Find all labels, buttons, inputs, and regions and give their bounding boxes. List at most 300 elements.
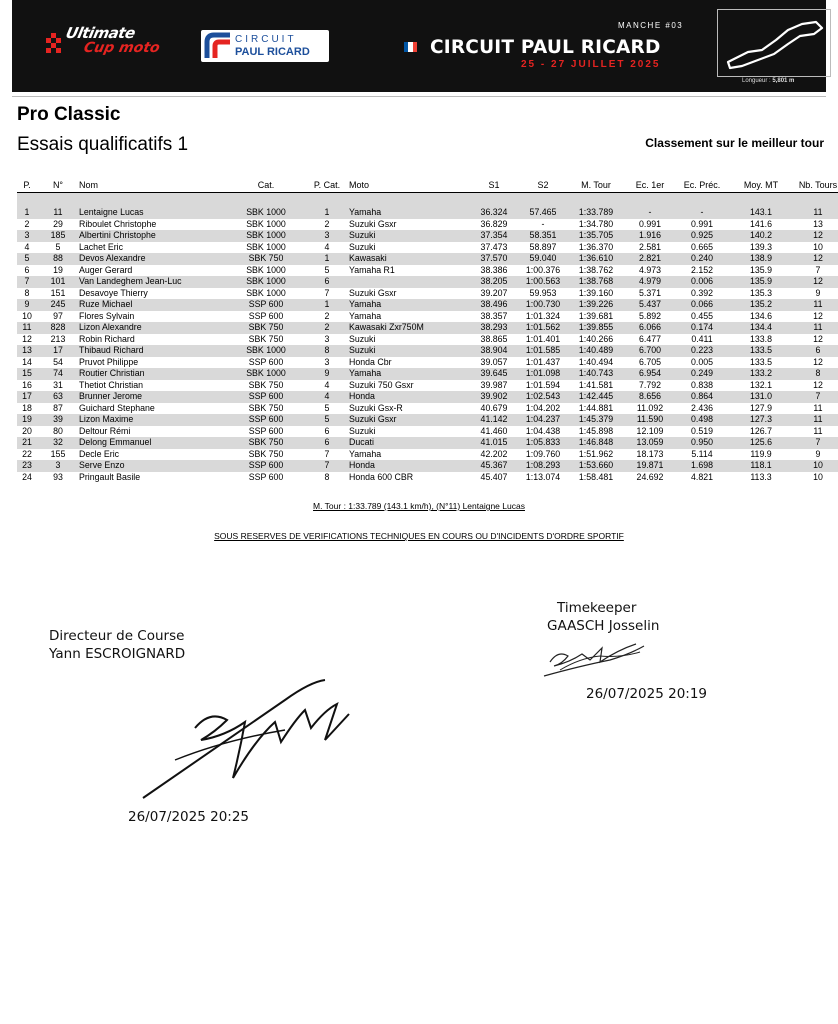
- cell-position: 12: [22, 333, 32, 344]
- cell-category-position: 4: [324, 379, 330, 390]
- cell-avg-speed: 133.8: [749, 333, 772, 344]
- track-layout-icon: [718, 10, 830, 76]
- cell-best-lap: 1:58.481: [578, 471, 614, 482]
- cell-sector2: 1:08.293: [521, 460, 565, 472]
- cell-best-lap: 1:33.789: [565, 207, 627, 219]
- cell-number: 63: [37, 391, 79, 403]
- cell-best-lap: 1:45.379: [565, 414, 627, 426]
- cell-category: SBK 1000: [246, 218, 286, 229]
- table-spacer-row: [17, 193, 838, 208]
- cell-best-lap: 1:36.370: [578, 241, 614, 252]
- cell-position: 24: [22, 471, 32, 482]
- cell-position: 14: [22, 356, 32, 367]
- cell-avg-speed: 134.6: [749, 310, 772, 321]
- cell-category-position: 2: [324, 310, 330, 321]
- cell-gap-first: 6.066: [627, 322, 673, 334]
- cell-sector2: 1:01.594: [525, 379, 561, 390]
- cell-avg-speed: 131.0: [731, 391, 791, 403]
- cell-position: 17: [17, 391, 37, 403]
- cell-position: 3: [17, 230, 37, 242]
- cell-laps: 10: [813, 471, 823, 482]
- cell-category: SSP 600: [248, 310, 284, 321]
- cell-sector1: 39.057: [480, 356, 508, 367]
- cell-category: SSP 600: [248, 356, 284, 367]
- cell-sector2: 1:01.437: [525, 356, 561, 367]
- cell-gap-previous: 0.005: [690, 356, 713, 367]
- cell-gap-previous: 0.392: [690, 287, 713, 298]
- cell-gap-first: 6.954: [627, 368, 673, 380]
- cell-rider-name: Lizon Maxime: [79, 414, 227, 426]
- cell-position: 23: [17, 460, 37, 472]
- cell-category: SBK 1000: [246, 287, 286, 298]
- cell-rider-name: Pruvot Philippe: [79, 356, 139, 367]
- cell-sector1: 36.324: [467, 207, 521, 219]
- cell-laps: 7: [791, 391, 838, 403]
- cell-avg-speed: 132.1: [749, 379, 772, 390]
- cell-gap-first: -: [627, 207, 673, 219]
- cell-number: 39: [37, 414, 79, 426]
- table-row: [17, 219, 838, 231]
- cell-gap-first: 11.092: [636, 402, 664, 413]
- cell-gap-first: 2.581: [638, 241, 661, 252]
- checkered-flag-icon: [44, 30, 68, 60]
- table-row: [17, 472, 838, 484]
- race-category: Pro Classic: [17, 104, 121, 125]
- cell-category: SBK 1000: [246, 241, 286, 252]
- cell-category: SSP 600: [227, 414, 305, 426]
- cell-laps: 7: [791, 437, 838, 449]
- cell-position: 22: [22, 448, 32, 459]
- cell-sector1: 38.357: [480, 310, 508, 321]
- cell-rider-name: Albertini Christophe: [79, 230, 227, 242]
- cell-rider-name: Ruze Michael: [79, 299, 227, 311]
- cell-category-position: 4: [305, 391, 349, 403]
- cell-category-position: 3: [324, 333, 330, 344]
- cell-laps: 12: [791, 253, 838, 265]
- cell-gap-first: 6.477: [638, 333, 661, 344]
- cell-category: SBK 1000: [227, 207, 305, 219]
- cell-motorcycle: Suzuki 750 Gsxr: [349, 379, 414, 390]
- round-label: MANCHE #03: [618, 21, 684, 30]
- cell-position: 13: [17, 345, 37, 357]
- cell-sector2: -: [541, 218, 545, 229]
- cell-sector2: 57.465: [521, 207, 565, 219]
- cell-category-position: 5: [324, 264, 330, 275]
- cell-rider-name: Deltour Rémi: [79, 425, 131, 436]
- cell-gap-first: 18.173: [636, 448, 664, 459]
- cell-position: 20: [22, 425, 32, 436]
- cell-rider-name: Lachet Eric: [79, 241, 124, 252]
- cell-number: 3: [37, 460, 79, 472]
- cell-sector1: 38.496: [467, 299, 521, 311]
- cell-laps: 12: [813, 356, 823, 367]
- column-header: M. Tour: [581, 180, 611, 190]
- cell-sector2: 59.953: [529, 287, 557, 298]
- cell-motorcycle: Suzuki: [349, 345, 467, 357]
- results-table: [17, 178, 838, 483]
- cell-sector1: 38.293: [467, 322, 521, 334]
- cell-best-lap: 1:39.226: [565, 299, 627, 311]
- cell-gap-first: 5.371: [638, 287, 661, 298]
- cell-rider-name: Serve Enzo: [79, 460, 227, 472]
- cell-category-position: 5: [305, 414, 349, 426]
- cell-best-lap: 1:39.855: [565, 322, 627, 334]
- cell-position: 11: [17, 322, 37, 334]
- cell-motorcycle: Kawasaki Zxr750M: [349, 322, 467, 334]
- cell-motorcycle: Suzuki: [349, 333, 376, 344]
- cell-motorcycle: Suzuki: [349, 241, 376, 252]
- cell-number: 5: [55, 241, 61, 252]
- cell-avg-speed: 135.9: [731, 276, 791, 288]
- results-body: [17, 193, 838, 484]
- timekeeper-name: GAASCH Josselin: [547, 618, 660, 634]
- cell-best-lap: 1:38.768: [565, 276, 627, 288]
- cell-sector1: 39.207: [480, 287, 508, 298]
- circuit-name: CIRCUIT PAUL RICARD: [430, 37, 661, 58]
- cell-motorcycle: Suzuki Gsxr: [349, 287, 397, 298]
- cell-category: SBK 750: [227, 322, 305, 334]
- cell-sector1: 38.904: [467, 345, 521, 357]
- header-banner: [12, 0, 826, 92]
- cell-gap-previous: -: [673, 207, 731, 219]
- cell-gap-first: 1.916: [627, 230, 673, 242]
- table-row: [17, 414, 838, 426]
- cell-laps: 10: [791, 460, 838, 472]
- track-length-label: Longueur :: [742, 78, 773, 84]
- cell-category: SBK 750: [248, 333, 284, 344]
- cell-sector1: 39.987: [480, 379, 508, 390]
- circuit-emblem-icon: [204, 32, 234, 60]
- column-header: Nb. Tours: [798, 180, 838, 190]
- column-header: P. Cat.: [313, 180, 341, 190]
- cell-gap-previous: 5.114: [691, 448, 713, 459]
- cell-category-position: 7: [324, 448, 330, 459]
- cell-sector2: 1:01.562: [521, 322, 565, 334]
- cell-sector2: 1:01.585: [521, 345, 565, 357]
- cell-motorcycle: Honda Cbr: [349, 356, 392, 367]
- table-row: [17, 276, 838, 288]
- cell-number: 213: [50, 333, 66, 344]
- best-lap-note: M. Tour : 1:33.789 (143.1 km/h), (N°11) Lentaigne Lucas: [313, 501, 525, 511]
- cell-category: SBK 1000: [227, 368, 305, 380]
- cell-avg-speed: 118.1: [731, 460, 791, 472]
- cell-sector2: 1:00.376: [525, 264, 561, 275]
- cell-sector2: 59.040: [521, 253, 565, 265]
- cell-avg-speed: 133.5: [749, 356, 772, 367]
- cell-avg-speed: 139.3: [749, 241, 772, 252]
- cell-gap-previous: 1.698: [673, 460, 731, 472]
- table-row: [17, 207, 838, 219]
- table-row: [17, 357, 838, 369]
- table-row: [17, 391, 838, 403]
- cell-gap-first: 2.821: [627, 253, 673, 265]
- cell-avg-speed: 134.4: [731, 322, 791, 334]
- cell-best-lap: 1:38.762: [578, 264, 614, 275]
- cell-avg-speed: 135.9: [749, 264, 772, 275]
- cell-avg-speed: 135.3: [749, 287, 772, 298]
- cell-rider-name: Auger Gerard: [79, 264, 133, 275]
- circuit-paul-ricard-logo: [201, 30, 329, 62]
- cell-avg-speed: 113.3: [750, 471, 772, 482]
- cell-best-lap: 1:34.780: [578, 218, 614, 229]
- cell-rider-name: Riboulet Christophe: [79, 218, 157, 229]
- cell-category-position: 8: [305, 345, 349, 357]
- cell-category: SSP 600: [248, 425, 284, 436]
- cell-rider-name: Guichard Stephane: [79, 402, 155, 413]
- cell-number: 185: [37, 230, 79, 242]
- cell-motorcycle: Yamaha: [349, 310, 382, 321]
- timekeeper-title: Timekeeper: [557, 600, 637, 616]
- cell-sector2: 1:05.833: [521, 437, 565, 449]
- cell-category-position: 8: [324, 471, 330, 482]
- cell-gap-previous: 0.665: [690, 241, 713, 252]
- cell-rider-name: Desavoye Thierry: [79, 287, 148, 298]
- french-flag-icon: [404, 42, 417, 52]
- cell-laps: 11: [791, 299, 838, 311]
- cell-rider-name: Delong Emmanuel: [79, 437, 227, 449]
- cell-sector1: 41.460: [480, 425, 508, 436]
- cell-category: SBK 1000: [227, 276, 305, 288]
- cell-sector2: 1:13.074: [525, 471, 561, 482]
- cell-number: 19: [53, 264, 63, 275]
- column-header: Nom: [79, 180, 99, 190]
- cell-category: SBK 1000: [227, 230, 305, 242]
- cell-best-lap: 1:35.705: [565, 230, 627, 242]
- cell-category: SBK 750: [248, 379, 284, 390]
- cell-gap-previous: 0.174: [673, 322, 731, 334]
- table-row: [17, 380, 838, 392]
- table-row: [17, 299, 838, 311]
- cell-laps: 9: [815, 287, 821, 298]
- cell-rider-name: Flores Sylvain: [79, 310, 135, 321]
- cell-motorcycle: Yamaha: [349, 299, 467, 311]
- cell-best-lap: 1:39.681: [578, 310, 614, 321]
- column-header: S2: [537, 180, 549, 190]
- cell-category-position: 7: [324, 287, 330, 298]
- cell-sector2: 1:01.098: [521, 368, 565, 380]
- cell-sector1: 45.407: [480, 471, 508, 482]
- cell-gap-previous: 0.223: [673, 345, 731, 357]
- cell-gap-previous: 2.436: [690, 402, 713, 413]
- cell-laps: 11: [791, 414, 838, 426]
- cell-sector2: 1:04.237: [521, 414, 565, 426]
- cell-rider-name: Lizon Alexandre: [79, 322, 227, 334]
- cell-sector1: 39.645: [467, 368, 521, 380]
- cell-gap-previous: 0.519: [690, 425, 713, 436]
- cell-number: 17: [37, 345, 79, 357]
- cell-gap-first: 5.437: [627, 299, 673, 311]
- cell-sector2: 58.897: [529, 241, 557, 252]
- cell-number: 31: [53, 379, 63, 390]
- cell-position: 2: [24, 218, 30, 229]
- cell-avg-speed: 141.6: [749, 218, 772, 229]
- cell-gap-previous: 0.455: [690, 310, 713, 321]
- cell-avg-speed: 127.3: [731, 414, 791, 426]
- cell-number: 245: [37, 299, 79, 311]
- track-map: [717, 9, 831, 77]
- cell-position: 21: [17, 437, 37, 449]
- cell-gap-previous: 0.240: [673, 253, 731, 265]
- cell-gap-first: 19.871: [627, 460, 673, 472]
- cell-sector1: 38.205: [467, 276, 521, 288]
- cell-laps: 12: [813, 310, 823, 321]
- cell-number: 88: [37, 253, 79, 265]
- cell-position: 18: [22, 402, 32, 413]
- cell-laps: 13: [813, 218, 823, 229]
- table-row: [17, 322, 838, 334]
- cell-rider-name: Lentaigne Lucas: [79, 207, 227, 219]
- cell-laps: 11: [791, 322, 838, 334]
- cell-sector2: 1:04.202: [525, 402, 561, 413]
- cell-sector2: 1:09.760: [525, 448, 561, 459]
- cell-number: 97: [53, 310, 63, 321]
- cell-best-lap: 1:40.489: [565, 345, 627, 357]
- cell-motorcycle: [349, 276, 467, 288]
- cell-number: 101: [37, 276, 79, 288]
- cell-sector1: 38.386: [480, 264, 508, 275]
- column-header: Moy. MT: [743, 180, 779, 190]
- cell-laps: 11: [813, 402, 823, 413]
- cell-category-position: 3: [305, 230, 349, 242]
- table-row: [17, 288, 838, 300]
- cell-motorcycle: Honda 600 CBR: [349, 471, 414, 482]
- cell-category: SSP 600: [227, 391, 305, 403]
- cell-sector2: 1:01.324: [525, 310, 561, 321]
- column-header: S1: [488, 180, 500, 190]
- table-row: [17, 253, 838, 265]
- cell-position: 4: [24, 241, 30, 252]
- ranking-mode: Classement sur le meilleur tour: [645, 136, 824, 150]
- cell-motorcycle: Yamaha: [349, 448, 382, 459]
- cell-avg-speed: 119.9: [750, 448, 772, 459]
- cell-laps: 7: [815, 264, 821, 275]
- cell-sector2: 1:01.401: [525, 333, 561, 344]
- cell-category: SSP 600: [227, 460, 305, 472]
- cell-motorcycle: Suzuki: [349, 425, 376, 436]
- cell-category-position: 7: [305, 460, 349, 472]
- cell-gap-first: 4.979: [627, 276, 673, 288]
- cell-sector1: 39.902: [467, 391, 521, 403]
- cell-sector1: 37.473: [480, 241, 508, 252]
- ultimate-cup-logo: [44, 24, 179, 60]
- cell-rider-name: Robin Richard: [79, 333, 135, 344]
- session-title: Essais qualificatifs 1: [17, 134, 189, 155]
- column-header: Cat.: [257, 180, 275, 190]
- cell-gap-first: 5.892: [638, 310, 661, 321]
- cell-category: SSP 600: [227, 299, 305, 311]
- cell-best-lap: 1:45.898: [578, 425, 614, 436]
- cell-sector1: 45.367: [467, 460, 521, 472]
- cell-avg-speed: 138.9: [731, 253, 791, 265]
- cell-number: 11: [37, 207, 79, 219]
- cell-laps: 9: [815, 448, 821, 459]
- table-row: [17, 230, 838, 242]
- director-signature: [135, 670, 375, 805]
- cell-gap-previous: 0.925: [673, 230, 731, 242]
- cell-gap-first: 7.792: [638, 379, 661, 390]
- cell-position: 15: [17, 368, 37, 380]
- table-row: [17, 334, 838, 346]
- cell-sector2: 58.351: [521, 230, 565, 242]
- cell-best-lap: 1:39.160: [578, 287, 614, 298]
- cell-sector2: 1:00.730: [521, 299, 565, 311]
- column-header: Ec. 1er: [635, 180, 665, 190]
- table-row: [17, 368, 838, 380]
- cell-number: 74: [37, 368, 79, 380]
- cell-best-lap: 1:41.581: [578, 379, 614, 390]
- cell-sector1: 37.354: [467, 230, 521, 242]
- circuit-logo-line1: CIRCUIT: [235, 34, 297, 45]
- cell-laps: 11: [813, 425, 823, 436]
- cell-position: 10: [22, 310, 32, 321]
- director-datetime: 26/07/2025 20:25: [128, 809, 250, 825]
- cell-category-position: 2: [305, 322, 349, 334]
- cell-category: SBK 750: [248, 402, 284, 413]
- cell-category-position: 6: [324, 425, 330, 436]
- cell-gap-first: 6.700: [627, 345, 673, 357]
- cell-best-lap: 1:40.266: [578, 333, 614, 344]
- cell-sector1: 41.142: [467, 414, 521, 426]
- timekeeper-signature: [540, 636, 650, 680]
- cell-avg-speed: 143.1: [731, 207, 791, 219]
- cell-position: 19: [17, 414, 37, 426]
- header-divider: [12, 96, 826, 97]
- cell-motorcycle: Honda: [349, 391, 467, 403]
- cell-category-position: 3: [324, 356, 330, 367]
- cell-gap-previous: 0.950: [673, 437, 731, 449]
- cell-gap-first: 11.590: [627, 414, 673, 426]
- table-row: [17, 242, 838, 254]
- cell-best-lap: 1:53.660: [565, 460, 627, 472]
- cell-motorcycle: Ducati: [349, 437, 467, 449]
- cell-category-position: 9: [305, 368, 349, 380]
- cell-number: 87: [53, 402, 63, 413]
- cell-number: 155: [50, 448, 66, 459]
- cell-best-lap: 1:36.610: [565, 253, 627, 265]
- cell-rider-name: Routier Christian: [79, 368, 227, 380]
- cell-category-position: 1: [305, 299, 349, 311]
- cell-laps: 12: [813, 333, 823, 344]
- cell-gap-first: 0.991: [638, 218, 661, 229]
- cell-laps: 12: [791, 230, 838, 242]
- cell-gap-first: 4.973: [638, 264, 661, 275]
- cell-position: 6: [24, 264, 30, 275]
- cell-avg-speed: 133.2: [731, 368, 791, 380]
- cell-avg-speed: 140.2: [731, 230, 791, 242]
- cell-avg-speed: 125.6: [731, 437, 791, 449]
- cell-sector2: 1:04.438: [525, 425, 561, 436]
- cell-category: SBK 750: [227, 437, 305, 449]
- cell-rider-name: Thibaud Richard: [79, 345, 227, 357]
- cell-rider-name: Pringault Basile: [79, 471, 141, 482]
- table-header-row: [17, 178, 838, 193]
- cell-category-position: 6: [305, 437, 349, 449]
- cell-avg-speed: 135.2: [731, 299, 791, 311]
- cell-rider-name: Van Landeghem Jean-Luc: [79, 276, 227, 288]
- cell-sector1: 38.865: [480, 333, 508, 344]
- cell-category: SBK 750: [227, 253, 305, 265]
- cell-avg-speed: 133.5: [731, 345, 791, 357]
- cell-laps: 8: [791, 368, 838, 380]
- cell-best-lap: 1:46.848: [565, 437, 627, 449]
- director-title: Directeur de Course: [49, 628, 185, 644]
- director-name: Yann ESCROIGNARD: [49, 646, 186, 662]
- cell-category: SSP 600: [248, 471, 284, 482]
- reserves-note: SOUS RESERVES DE VERIFICATIONS TECHNIQUES EN COURS OU D'INCIDENTS D'ORDRE SPORTIF: [214, 531, 624, 541]
- cell-gap-previous: 0.006: [673, 276, 731, 288]
- cell-gap-previous: 0.249: [673, 368, 731, 380]
- table-row: [17, 449, 838, 461]
